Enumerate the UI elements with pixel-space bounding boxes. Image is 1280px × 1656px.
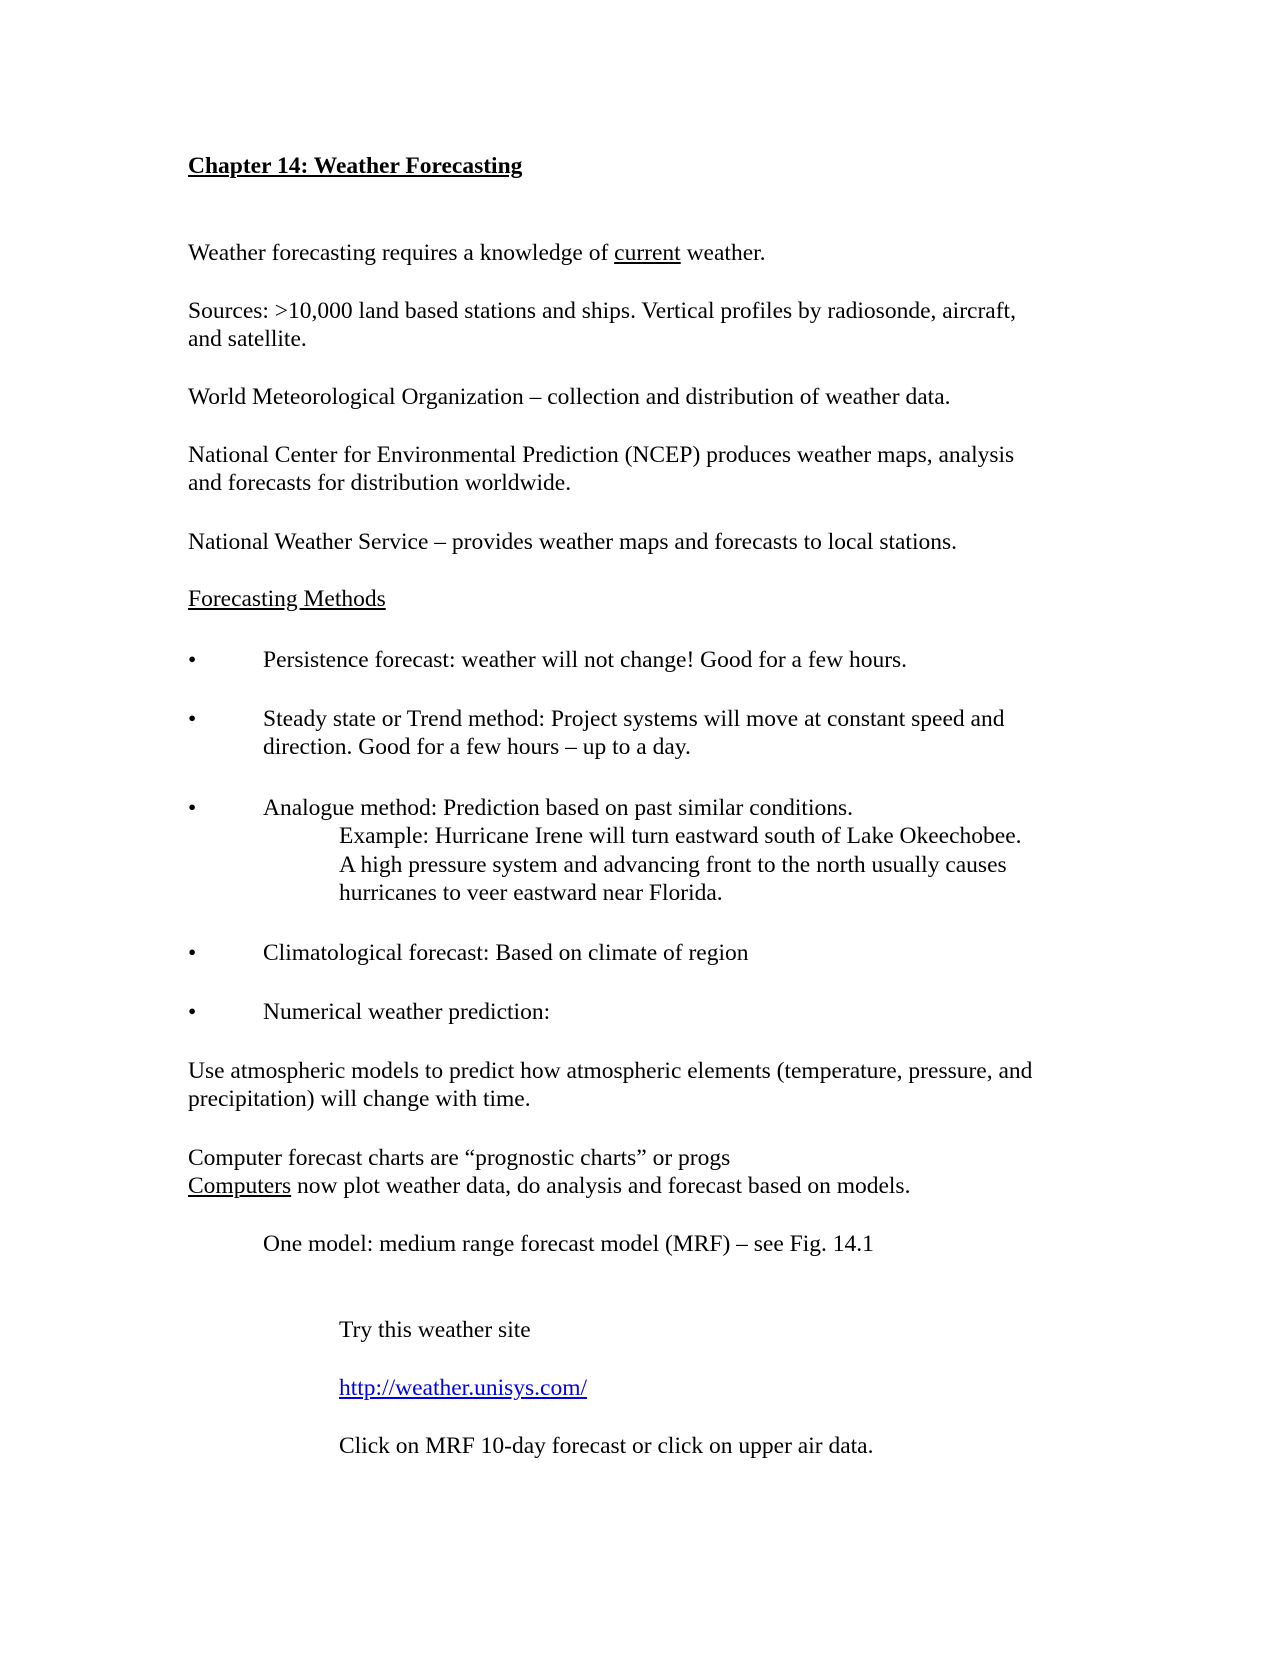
models-line-1: Use atmospheric models to predict how atmospheric elements (temperature, pressure, and <box>188 1058 1033 1084</box>
bullet-icon: • <box>188 795 197 821</box>
one-model-line: One model: medium range forecast model (MRF) – see Fig. 14.1 <box>263 1231 874 1257</box>
try-site-line: Try this weather site <box>339 1317 531 1343</box>
models-line-2: precipitation) will change with time. <box>188 1086 531 1112</box>
intro-paragraph <box>188 239 766 268</box>
click-instructions: Click on MRF 10-day forecast or click on upper air data. <box>339 1433 874 1459</box>
wmo-paragraph: World Meteorological Organization – collection and distribution of weather data. <box>188 384 951 410</box>
bullet-icon: • <box>188 999 197 1025</box>
analogue-example-line-3: hurricanes to veer eastward near Florida. <box>339 880 723 906</box>
sources-line-1: Sources: >10,000 land based stations and ships. Vertical profiles by radiosonde, aircraft, <box>188 298 1016 324</box>
analogue-example-line-2: A high pressure system and advancing front to the north usually causes <box>339 852 1007 878</box>
emphasis-current: current <box>614 240 681 266</box>
bullet-icon: • <box>188 706 197 732</box>
computers-line <box>188 1172 910 1201</box>
sources-line-2: and satellite. <box>188 326 307 352</box>
methods-heading <box>188 585 386 614</box>
analogue-example-line-1: Example: Hurricane Irene will turn eastward south of Lake Okeechobee. <box>339 823 1022 849</box>
bullet-icon: • <box>188 940 197 966</box>
text: weather. <box>680 240 766 266</box>
bullet-persistence: Persistence forecast: weather will not change! Good for a few hours. <box>263 647 908 673</box>
bullet-climatological: Climatological forecast: Based on climate of region <box>263 940 749 966</box>
progs-line: Computer forecast charts are “prognostic charts” or progs <box>188 1145 731 1171</box>
bullet-numerical: Numerical weather prediction: <box>263 999 551 1025</box>
ncep-line-1: National Center for Environmental Prediction (NCEP) produces weather maps, analysis <box>188 442 1015 468</box>
bullet-trend-line-2: direction. Good for a few hours – up to a day. <box>263 734 691 760</box>
bullet-analogue: Analogue method: Prediction based on past similar conditions. <box>263 795 854 821</box>
unisys-link-line <box>339 1374 587 1403</box>
text: Weather forecasting requires a knowledge of <box>188 240 615 266</box>
bullet-trend-line-1: Steady state or Trend method: Project systems will move at constant speed and <box>263 706 1005 732</box>
heading-text: Forecasting Methods <box>188 586 386 612</box>
unisys-link[interactable]: http://weather.unisys.com/ <box>339 1375 588 1401</box>
page-title: Chapter 14: Weather Forecasting <box>188 153 523 179</box>
emphasis-computers: Computers <box>188 1173 292 1199</box>
nws-paragraph: National Weather Service – provides weather maps and forecasts to local stations. <box>188 529 958 555</box>
bullet-icon: • <box>188 647 197 673</box>
text: now plot weather data, do analysis and forecast based on models. <box>291 1173 911 1199</box>
ncep-line-2: and forecasts for distribution worldwide. <box>188 470 572 496</box>
